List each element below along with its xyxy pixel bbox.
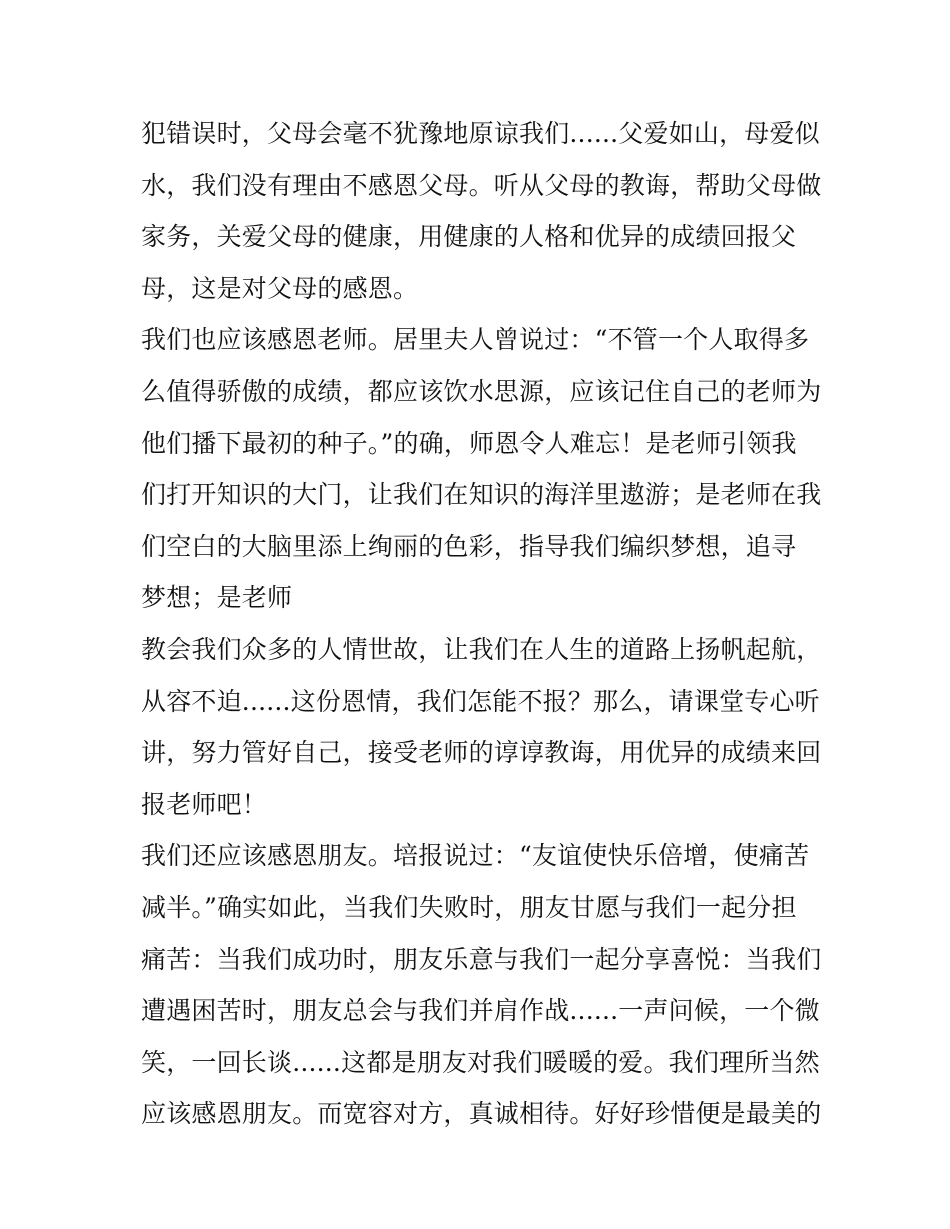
text-line: 痛苦：当我们成功时，朋友乐意与我们一起分享喜悦：当我们 bbox=[141, 944, 822, 974]
text-line: 家务，关爱父母的健康，用健康的人格和优异的成绩回报父 bbox=[141, 222, 797, 252]
body-text bbox=[141, 108, 821, 1140]
text-line: 们空白的大脑里添上绚丽的色彩，指导我们编织梦想，追寻 bbox=[141, 531, 797, 561]
text-line: 讲，努力管好自己，接受老师的谆谆教诲，用优异的成绩来回 bbox=[141, 738, 822, 768]
text-line: 犯错误时，父母会毫不犹豫地原谅我们......父爱如山，母爱似 bbox=[141, 119, 820, 148]
text-line: 他们播下最初的种子。”的确，师恩令人难忘！是老师引领我 bbox=[141, 428, 797, 458]
text-line: 报老师吧！ bbox=[141, 789, 268, 819]
text-line: 笑，一回长谈......这都是朋友对我们暖暖的爱。我们理所当然 bbox=[141, 1047, 820, 1077]
text-line: 们打开知识的大门，让我们在知识的海洋里遨游；是老师在我 bbox=[141, 480, 822, 510]
text-line: 我们还应该感恩朋友。培报说过：“友谊使快乐倍增，使痛苦 bbox=[141, 841, 810, 871]
text-line: 水，我们没有理由不感恩父母。听从父母的教诲，帮助父母做 bbox=[141, 170, 822, 200]
text-line: 母，这是对父母的感恩。 bbox=[141, 273, 419, 303]
text-line: 梦想；是老师 bbox=[141, 583, 293, 613]
text-line: 么值得骄傲的成绩，都应该饮水思源，应该记住自己的老师为 bbox=[141, 376, 822, 406]
text-line: 遭遇困苦时，朋友总会与我们并肩作战......一声问候，一个微 bbox=[141, 996, 820, 1026]
text-line: 我们也应该感恩老师。居里夫人曾说过：“不管一个人取得多 bbox=[141, 325, 810, 355]
text-line: 应该感恩朋友。而宽容对方，真诚相待。好好珍惜便是最美的 bbox=[141, 1099, 822, 1129]
text-line: 从容不迫......这份恩情，我们怎能不报？那么，请课堂专心听 bbox=[141, 686, 820, 716]
text-line: 减半。”确实如此，当我们失败时，朋友甘愿与我们一起分担 bbox=[141, 892, 797, 922]
text-line: 教会我们众多的人情世故，让我们在人生的道路上扬帆起航， bbox=[141, 634, 822, 664]
